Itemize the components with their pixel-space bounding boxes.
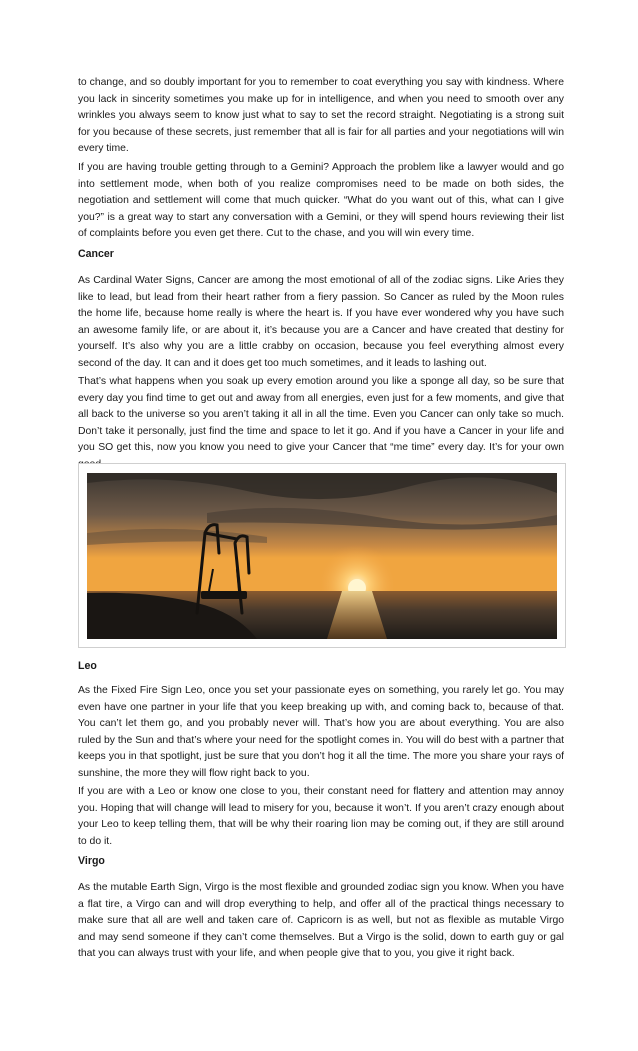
- paragraph-leo-advice: [78, 784, 564, 850]
- heading-virgo: [78, 853, 564, 869]
- paragraph-text: If you are with a Leo or know one close to you, their constant need for flattery and attention may annoy you. Hoping that will change will lead to misery for you, because it won’t. If you aren’t crazy enough about your Leo to keep telling them, that will be why their roaring lion may be coming out, if they are still around to do it.: [78, 786, 564, 847]
- paragraph-text: to change, and so doubly important for you to remember to coat everything you say with kindness. Where you lack in sincerity sometimes you make up for in intelligence, and when you need to smooth over any wrinkles you always seem to know just what to say to set the record straight. Negotiating is a strong suit for you because of these secrets, just remember that all is fair for all parties and your negotiations will win every time.: [78, 77, 564, 155]
- heading-cancer: [78, 246, 564, 262]
- section-heading: Virgo: [78, 855, 105, 867]
- section-heading: Leo: [78, 660, 97, 672]
- heading-leo: [78, 658, 564, 674]
- paragraph-cancer-intro: [78, 273, 564, 373]
- paragraph-text: If you are having trouble getting through to a Gemini? Approach the problem like a lawyer would and go into settlement mode, when both of you realize compromises need to be made on both sides, the negotiation and settlement will come that much quicker. “What do you want out of this, what can I give you?” is a great way to start any conversation with a Gemini, or they will spend hours reviewing their list of complaints before you even get there. Cut to the chase, and you will win every time.: [78, 162, 564, 240]
- paragraph-gemini-advice: [78, 160, 564, 243]
- paragraph-text: As the mutable Earth Sign, Virgo is the most flexible and grounded zodiac sign you know. When you have a flat tire, a Virgo can and will drop everything to help, and offer all of the practical things necessary to make sure that all are well and taken care of. Capricorn is as well, but not as flexible as mutable Virgo and may send someone if they can’t come themselves. But a Virgo is the solid, down to earth guy or gal that you can always trust with your life, and when people give that to you, you give it right back.: [78, 882, 564, 960]
- sunset-photo-frame: [78, 463, 566, 648]
- paragraph-text: That’s what happens when you soak up every emotion around you like a sponge all day, so be sure that every day you find time to get out and away from all energies, even just for a few moments, and give that all back to the universe so you aren’t taking it all in all the time. Even you Cancer can only take so much. Don’t take it personally, just find the time and space to let it go. And if you have a Cancer in your life and you SO get this, now you know you need to give your Cancer that “me time” every day. It’s for your own: [78, 376, 564, 454]
- paragraph-cancer-advice: [78, 374, 564, 474]
- section-heading: Cancer: [78, 248, 114, 260]
- paragraph-virgo-intro: [78, 880, 564, 963]
- sunset-photo: [87, 473, 557, 639]
- paragraph-gemini-intro: [78, 75, 564, 158]
- paragraph-text: As Cardinal Water Signs, Cancer are among the most emotional of all of the zodiac signs. Like Aries they like to lead, but lead from their heart rather from a fiery passion. So Cancer as ruled by the Moon rules the home life, because home really is where the heart is. If you have ever wondered why you have such an awesome family life, or are about it, it’s because you are a Cancer and have created that destiny for yourself. It’s also why you are a little crabby on occasion, because you feel everything almost every second of the day. It can and it does get too much sometimes, and it leads to lashing out.: [78, 275, 564, 369]
- paragraph-leo-intro: [78, 683, 564, 783]
- paragraph-text: As the Fixed Fire Sign Leo, once you set your passionate eyes on something, you rarely let go. You may even have one partner in your life that you keep breaking up with, and coming back to, because of that. You can’t let them go, and you probably never will. That’s how you are about everything. You are also ruled by the Sun and that’s where your need for the spotlight comes in. You will do best with a partner that keeps you in that spotlight, just be sure that you don’t hog it all the time. The more you share your rays of sunshine, the more they will flow right back to you.: [78, 685, 564, 779]
